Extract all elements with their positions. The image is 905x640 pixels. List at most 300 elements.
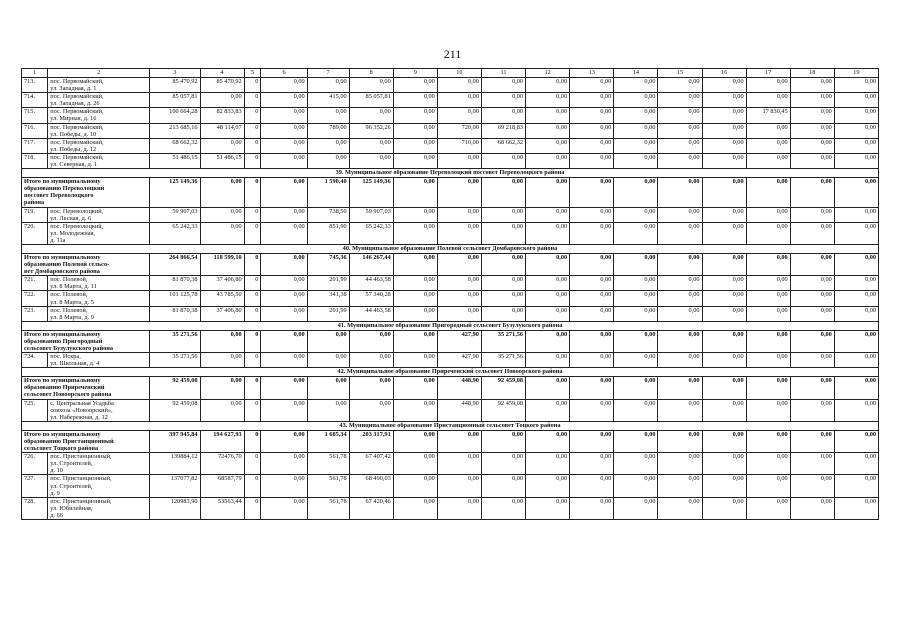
table-row — [22, 138, 879, 153]
value-cell: 0,00 — [614, 306, 658, 321]
value-cell: 0,00 — [437, 108, 481, 123]
value-cell: 201,99 — [307, 276, 349, 291]
value-cell: 0,00 — [570, 399, 614, 421]
value-cell: 0,00 — [702, 78, 746, 93]
value-cell: 0,00 — [526, 153, 570, 168]
subtotal-row — [22, 377, 879, 399]
value-cell: 0,00 — [261, 108, 307, 123]
value-cell: 0,00 — [834, 377, 878, 399]
value-cell: 0 — [244, 207, 261, 222]
address-cell: пос. Первомайский, ул. Мирная, д. 16 — [48, 108, 150, 123]
value-cell: 1 685,34 — [307, 430, 349, 452]
value-cell: 0,00 — [658, 306, 702, 321]
value-cell: 0,00 — [746, 207, 790, 222]
table-row — [22, 108, 879, 123]
value-cell: 0,00 — [526, 453, 570, 475]
value-cell: 35 271,56 — [481, 353, 525, 368]
value-cell: 0,00 — [261, 178, 307, 207]
value-cell: 0,00 — [746, 153, 790, 168]
value-cell: 0,00 — [437, 475, 481, 497]
value-cell: 201,99 — [307, 306, 349, 321]
column-number: 4 — [200, 69, 244, 78]
value-cell: 120983,90 — [150, 497, 200, 519]
value-cell: 0,00 — [393, 178, 437, 207]
value-cell: 0,00 — [834, 207, 878, 222]
value-cell: 0,00 — [349, 138, 393, 153]
column-number: 8 — [349, 69, 393, 78]
column-number: 9 — [393, 69, 437, 78]
column-number: 12 — [526, 69, 570, 78]
value-cell: 0,00 — [261, 138, 307, 153]
subtotal-row — [22, 178, 879, 207]
address-cell: пос. Первомайский, ул. Западная, д. 1 — [48, 78, 150, 93]
value-cell: 0,00 — [702, 207, 746, 222]
row-number: 727. — [22, 475, 48, 497]
value-cell: 0,00 — [437, 453, 481, 475]
value-cell: 0,00 — [614, 430, 658, 452]
value-cell: 125 149,36 — [349, 178, 393, 207]
value-cell: 0 — [244, 291, 261, 306]
value-cell: 0,00 — [834, 399, 878, 421]
value-cell: 0,00 — [393, 497, 437, 519]
value-cell: 44 463,58 — [349, 306, 393, 321]
value-cell: 0,00 — [393, 207, 437, 222]
value-cell: 0,00 — [834, 253, 878, 275]
value-cell: 100 664,28 — [150, 108, 200, 123]
value-cell: 0,00 — [702, 430, 746, 452]
value-cell: 0,00 — [349, 353, 393, 368]
value-cell: 0,00 — [393, 93, 437, 108]
value-cell: 0,00 — [790, 330, 834, 352]
value-cell: 0,00 — [570, 222, 614, 244]
value-cell: 0,00 — [570, 377, 614, 399]
address-cell: пос. Пристанционный, ул. Строителей, д. 9 — [48, 475, 150, 497]
value-cell: 0,00 — [790, 475, 834, 497]
value-cell: 0,00 — [481, 178, 525, 207]
value-cell: 0,00 — [437, 253, 481, 275]
value-cell: 0,00 — [790, 138, 834, 153]
value-cell: 85 470,92 — [150, 78, 200, 93]
value-cell: 0,00 — [526, 138, 570, 153]
value-cell: 0,00 — [393, 108, 437, 123]
row-number: 713. — [22, 78, 48, 93]
value-cell: 0,00 — [614, 93, 658, 108]
value-cell: 0,00 — [570, 253, 614, 275]
value-cell: 0,00 — [746, 353, 790, 368]
value-cell: 427,90 — [437, 330, 481, 352]
row-number: 720. — [22, 222, 48, 244]
value-cell: 146 267,44 — [349, 253, 393, 275]
value-cell: 0,00 — [437, 207, 481, 222]
section-title: 42. Муниципальное образование Приреченский сельсовет Новоорского района — [22, 368, 879, 377]
value-cell: 194 627,93 — [200, 430, 244, 452]
section-header-row — [22, 244, 879, 253]
value-cell: 0,00 — [393, 399, 437, 421]
value-cell: 0,00 — [526, 178, 570, 207]
column-number: 11 — [481, 69, 525, 78]
value-cell: 0,00 — [614, 475, 658, 497]
value-cell: 0,00 — [570, 153, 614, 168]
value-cell: 0,00 — [834, 497, 878, 519]
value-cell: 118 599,10 — [200, 253, 244, 275]
value-cell: 0,00 — [790, 222, 834, 244]
table-row — [22, 453, 879, 475]
section-title: 40. Муниципальное образование Полевой сельсовет Домбаровского района — [22, 244, 879, 253]
value-cell: 0,00 — [834, 222, 878, 244]
value-cell: 0,00 — [261, 353, 307, 368]
value-cell: 745,36 — [307, 253, 349, 275]
table-row — [22, 497, 879, 519]
value-cell: 48 114,07 — [200, 123, 244, 138]
value-cell: 0,00 — [570, 207, 614, 222]
value-cell: 0,00 — [437, 497, 481, 519]
value-cell: 0,00 — [526, 78, 570, 93]
value-cell: 0,00 — [702, 93, 746, 108]
section-header-row — [22, 368, 879, 377]
value-cell: 35 271,56 — [150, 330, 200, 352]
section-title: 43. Муниципальное образование Пристанционный сельсовет Тоцкого района — [22, 421, 879, 430]
value-cell: 448,90 — [437, 399, 481, 421]
value-cell: 0,00 — [526, 497, 570, 519]
value-cell: 0,00 — [393, 276, 437, 291]
value-cell: 397 945,84 — [150, 430, 200, 452]
value-cell: 0,00 — [570, 475, 614, 497]
value-cell: 0,00 — [393, 222, 437, 244]
value-cell: 0,00 — [307, 330, 349, 352]
value-cell: 0,00 — [614, 138, 658, 153]
value-cell: 44 463,58 — [349, 276, 393, 291]
value-cell: 203 317,91 — [349, 430, 393, 452]
subtotal-label: Итого по муниципальному образованию Переволоцкий поссовет Переволоцкого района — [22, 178, 150, 207]
value-cell: 0,00 — [614, 330, 658, 352]
subtotal-label: Итого по муниципальному образованию Приреченский сельсовет Новоорского района — [22, 377, 150, 399]
value-cell: 0,00 — [702, 291, 746, 306]
row-number: 718. — [22, 153, 48, 168]
value-cell: 35 271,56 — [481, 330, 525, 352]
value-cell: 43 785,50 — [200, 291, 244, 306]
value-cell: 0,00 — [746, 497, 790, 519]
value-cell: 92 459,08 — [150, 399, 200, 421]
value-cell: 0,00 — [746, 291, 790, 306]
value-cell: 0,00 — [481, 475, 525, 497]
table-row — [22, 291, 879, 306]
value-cell: 0,00 — [393, 153, 437, 168]
value-cell: 67 420,46 — [349, 497, 393, 519]
column-number: 6 — [261, 69, 307, 78]
value-cell: 0,00 — [570, 123, 614, 138]
value-cell: 0,00 — [614, 222, 658, 244]
row-number: 719. — [22, 207, 48, 222]
subtotal-row — [22, 330, 879, 352]
value-cell: 0,00 — [790, 78, 834, 93]
table-row — [22, 123, 879, 138]
table-row — [22, 276, 879, 291]
value-cell: 0,00 — [570, 453, 614, 475]
value-cell: 37 406,80 — [200, 276, 244, 291]
value-cell: 0,00 — [746, 475, 790, 497]
value-cell: 0,00 — [393, 253, 437, 275]
value-cell: 0,00 — [614, 123, 658, 138]
subtotal-label: Итого по муниципальному образованию Пристанционный сельсовет Тоцкого района — [22, 430, 150, 452]
value-cell: 0,00 — [790, 453, 834, 475]
value-cell: 0,00 — [702, 377, 746, 399]
value-cell: 0,00 — [790, 306, 834, 321]
value-cell: 0,00 — [437, 306, 481, 321]
column-number: 14 — [614, 69, 658, 78]
value-cell: 0,00 — [702, 153, 746, 168]
value-cell: 0,00 — [393, 138, 437, 153]
value-cell: 0,00 — [261, 123, 307, 138]
row-number: 728. — [22, 497, 48, 519]
column-number: 2 — [48, 69, 150, 78]
value-cell: 0,00 — [570, 138, 614, 153]
value-cell: 0 — [244, 377, 261, 399]
value-cell: 81 870,38 — [150, 276, 200, 291]
value-cell: 0,00 — [834, 93, 878, 108]
value-cell: 0 — [244, 253, 261, 275]
value-cell: 57 340,28 — [349, 291, 393, 306]
value-cell: 0 — [244, 497, 261, 519]
value-cell: 0,00 — [437, 153, 481, 168]
value-cell: 0,00 — [481, 253, 525, 275]
value-cell: 789,00 — [307, 123, 349, 138]
row-number: 726. — [22, 453, 48, 475]
table-row — [22, 93, 879, 108]
column-number: 17 — [746, 69, 790, 78]
value-cell: 0,00 — [526, 430, 570, 452]
value-cell: 0,00 — [437, 276, 481, 291]
table-row — [22, 222, 879, 244]
value-cell: 0,00 — [261, 291, 307, 306]
value-cell: 0,00 — [307, 399, 349, 421]
column-number: 1 — [22, 69, 48, 78]
value-cell: 0,00 — [790, 253, 834, 275]
value-cell: 0,00 — [437, 430, 481, 452]
address-cell: пос. Полевой, ул. 8 Марта, д. 11 — [48, 276, 150, 291]
value-cell: 0,00 — [349, 108, 393, 123]
value-cell: 0,00 — [658, 497, 702, 519]
row-number: 723. — [22, 306, 48, 321]
value-cell: 0 — [244, 78, 261, 93]
column-number: 16 — [702, 69, 746, 78]
value-cell: 0,00 — [702, 222, 746, 244]
value-cell: 0,00 — [307, 138, 349, 153]
value-cell: 213 685,16 — [150, 123, 200, 138]
value-cell: 59 907,03 — [349, 207, 393, 222]
value-cell: 0,00 — [261, 222, 307, 244]
value-cell: 59 907,03 — [150, 207, 200, 222]
value-cell: 0,00 — [658, 377, 702, 399]
value-cell: 0,00 — [526, 399, 570, 421]
value-cell: 0,00 — [393, 78, 437, 93]
value-cell: 0,00 — [349, 330, 393, 352]
value-cell: 0,00 — [658, 430, 702, 452]
value-cell: 85 470,92 — [200, 78, 244, 93]
value-cell: 0,00 — [746, 123, 790, 138]
value-cell: 65 242,33 — [349, 222, 393, 244]
address-cell: пос. Первомайский, ул. Победы, д. 10 — [48, 123, 150, 138]
value-cell: 68587,79 — [200, 475, 244, 497]
section-title: 41. Муниципальное образование Пригородный сельсовет Бузулукского района — [22, 321, 879, 330]
value-cell: 0,00 — [746, 276, 790, 291]
value-cell: 0,00 — [658, 153, 702, 168]
value-cell: 0,00 — [481, 153, 525, 168]
value-cell: 0,00 — [349, 78, 393, 93]
value-cell: 0,00 — [481, 108, 525, 123]
value-cell: 0,00 — [658, 108, 702, 123]
value-cell: 0,00 — [261, 430, 307, 452]
value-cell: 0,00 — [200, 178, 244, 207]
address-cell: пос. Полевой, ул. 8 Марта, д. 5 — [48, 291, 150, 306]
value-cell: 0,00 — [393, 353, 437, 368]
value-cell: 0,00 — [437, 178, 481, 207]
value-cell: 448,90 — [437, 377, 481, 399]
value-cell: 738,50 — [307, 207, 349, 222]
value-cell: 0,00 — [790, 207, 834, 222]
value-cell: 0,00 — [526, 108, 570, 123]
value-cell: 0,00 — [200, 93, 244, 108]
value-cell: 0,00 — [481, 276, 525, 291]
value-cell: 0,00 — [200, 207, 244, 222]
value-cell: 0,00 — [200, 330, 244, 352]
value-cell: 427,90 — [437, 353, 481, 368]
value-cell: 67 407,42 — [349, 453, 393, 475]
value-cell: 0,00 — [393, 453, 437, 475]
value-cell: 139884,12 — [150, 453, 200, 475]
value-cell: 0,00 — [526, 123, 570, 138]
row-number: 722. — [22, 291, 48, 306]
value-cell: 0 — [244, 330, 261, 352]
value-cell: 0,00 — [437, 222, 481, 244]
table-row — [22, 207, 879, 222]
value-cell: 0,00 — [437, 93, 481, 108]
value-cell: 68 662,32 — [150, 138, 200, 153]
value-cell: 0,00 — [526, 377, 570, 399]
value-cell: 0,00 — [261, 207, 307, 222]
row-number: 714. — [22, 93, 48, 108]
value-cell: 101 125,78 — [150, 291, 200, 306]
value-cell: 0,00 — [702, 497, 746, 519]
value-cell: 0,00 — [658, 253, 702, 275]
value-cell: 0,00 — [570, 93, 614, 108]
value-cell: 341,38 — [307, 291, 349, 306]
value-cell: 0,00 — [702, 178, 746, 207]
value-cell: 0,00 — [790, 93, 834, 108]
value-cell: 0,00 — [834, 138, 878, 153]
value-cell: 0,00 — [746, 430, 790, 452]
value-cell: 0,00 — [702, 475, 746, 497]
table-row — [22, 153, 879, 168]
value-cell: 0,00 — [570, 306, 614, 321]
table-body — [22, 69, 879, 520]
value-cell: 125 149,36 — [150, 178, 200, 207]
value-cell: 72476,70 — [200, 453, 244, 475]
value-cell: 0,00 — [393, 306, 437, 321]
value-cell: 65 242,33 — [150, 222, 200, 244]
value-cell: 0 — [244, 399, 261, 421]
value-cell: 17 830,45 — [746, 108, 790, 123]
value-cell: 0,00 — [307, 108, 349, 123]
value-cell: 0,00 — [614, 377, 658, 399]
value-cell: 0,00 — [481, 93, 525, 108]
value-cell: 0,00 — [570, 178, 614, 207]
value-cell: 561,78 — [307, 475, 349, 497]
value-cell: 137077,82 — [150, 475, 200, 497]
value-cell: 0,00 — [570, 353, 614, 368]
value-cell: 0,00 — [702, 306, 746, 321]
value-cell: 0,00 — [261, 399, 307, 421]
value-cell: 0,00 — [614, 253, 658, 275]
value-cell: 35 271,56 — [150, 353, 200, 368]
value-cell: 0,00 — [702, 353, 746, 368]
value-cell: 561,78 — [307, 453, 349, 475]
column-number: 13 — [570, 69, 614, 78]
subtotal-row — [22, 253, 879, 275]
value-cell: 0,00 — [307, 377, 349, 399]
table-row — [22, 306, 879, 321]
table-row — [22, 78, 879, 93]
value-cell: 92 459,08 — [481, 377, 525, 399]
value-cell: 0,00 — [834, 123, 878, 138]
value-cell: 0,00 — [614, 153, 658, 168]
value-cell: 68 490,03 — [349, 475, 393, 497]
value-cell: 0,00 — [393, 475, 437, 497]
value-cell: 0,00 — [261, 453, 307, 475]
value-cell: 0,00 — [526, 475, 570, 497]
column-number: 10 — [437, 69, 481, 78]
value-cell: 0,00 — [746, 253, 790, 275]
value-cell: 0,00 — [481, 497, 525, 519]
value-cell: 0,00 — [437, 78, 481, 93]
address-cell: с. Центральная Усадьба совхоза «Новоорский», ул. Набережная, д. 12 — [48, 399, 150, 421]
value-cell: 0 — [244, 138, 261, 153]
column-number: 5 — [244, 69, 261, 78]
value-cell: 0,00 — [746, 330, 790, 352]
value-cell: 0,00 — [481, 453, 525, 475]
buildings-table — [21, 68, 879, 520]
value-cell: 0,00 — [790, 291, 834, 306]
value-cell: 0,00 — [746, 377, 790, 399]
subtotal-label: Итого по муниципальному образованию Полевой сельсо- вет Домбаровского района — [22, 253, 150, 275]
section-title: 39. Муниципальное образование Переволоцкий поссовет Переволоцкого района — [22, 169, 879, 178]
value-cell: 0,00 — [834, 276, 878, 291]
address-cell: пос. Первомайский, ул. Западная, д. 26 — [48, 93, 150, 108]
value-cell: 0 — [244, 178, 261, 207]
value-cell: 0,00 — [526, 93, 570, 108]
value-cell: 0,00 — [614, 78, 658, 93]
table-row — [22, 475, 879, 497]
value-cell: 0,00 — [526, 253, 570, 275]
value-cell: 0,00 — [349, 153, 393, 168]
value-cell: 0,00 — [658, 138, 702, 153]
value-cell: 51 486,15 — [150, 153, 200, 168]
value-cell: 0,00 — [658, 475, 702, 497]
page-number: 211 — [443, 47, 462, 61]
value-cell: 0,00 — [790, 377, 834, 399]
value-cell: 82 833,83 — [200, 108, 244, 123]
value-cell: 0,00 — [261, 93, 307, 108]
value-cell: 0,00 — [200, 399, 244, 421]
value-cell: 0,00 — [526, 222, 570, 244]
address-cell: пос. Переволоцкий, ул. Молодежная, д. 11а — [48, 222, 150, 244]
value-cell: 0 — [244, 276, 261, 291]
address-cell: пос. Пристанционный, ул. Строителей, д. 10 — [48, 453, 150, 475]
value-cell: 0,00 — [834, 475, 878, 497]
value-cell: 0,00 — [702, 138, 746, 153]
value-cell: 0,00 — [261, 276, 307, 291]
value-cell: 1 590,40 — [307, 178, 349, 207]
value-cell: 0,00 — [200, 353, 244, 368]
